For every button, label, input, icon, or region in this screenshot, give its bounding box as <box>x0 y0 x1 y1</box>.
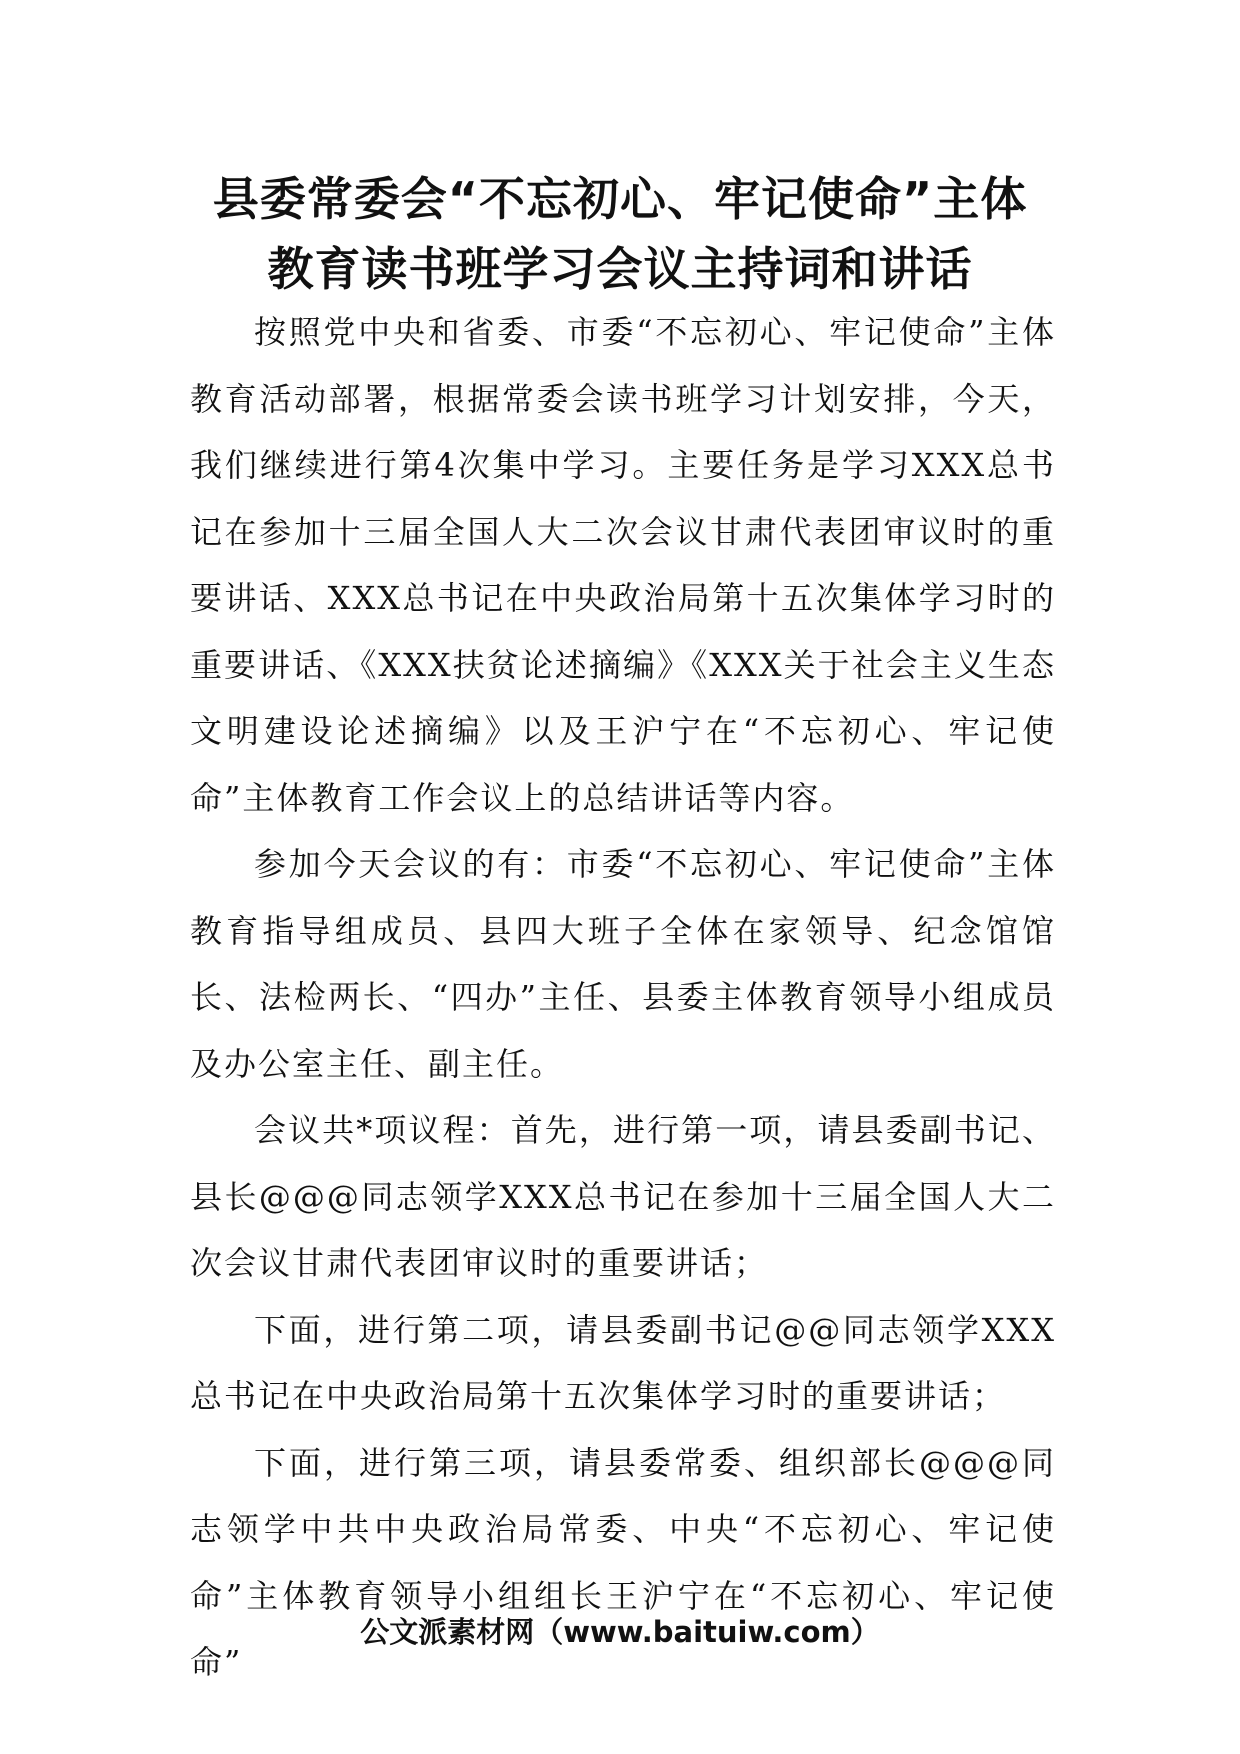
paragraph-agenda-item-2: 下面，进行第二项，请县委副书记@@同志领学XXX总书记在中央政治局第十五次集体学习时的重要讲话； <box>190 1310 1056 1415</box>
paragraph-agenda-item-3: 下面，进行第三项，请县委常委、组织部长@@@同志领学中共中央政治局常委、中央“不忘初心、牢记使命”主体教育领导小组组长王沪宁在“不忘初心、牢记使命” <box>190 1443 1056 1681</box>
source-watermark: 公文派素材网（www.baituiw.com） <box>360 1615 880 1649</box>
paragraph-agenda-item-1: 会议共*项议程：首先，进行第一项，请县委副书记、县长@@@同志领学XXX总书记在参加十三届全国人大二次会议甘肃代表团审议时的重要讲话； <box>190 1111 1056 1282</box>
paragraph-intro: 按照党中央和省委、市委“不忘初心、牢记使命”主体教育活动部署，根据常委会读书班学习计划安排，今天，我们继续进行第4次集中学习。主要任务是学习XXX总书记在参加十三届全国人大二次会议甘肃代表团审议时的重要讲话、XXX总书记在中央政治局第十五次集体学习时的重要讲话、《XXX扶贫论述摘编》《XXX关于社会主义生态文明建设论述摘编》以及王沪宁在“不忘初心、牢记使命”主体教育工作会议上的总结讲话等内容。 <box>190 313 1056 817</box>
title-line-1: 县委常委会“不忘初心、牢记使命”主体 <box>212 172 1028 226</box>
title-line-2: 教育读书班学习会议主持词和讲话 <box>267 242 973 296</box>
document-title <box>150 164 1090 304</box>
paragraph-attendees: 参加今天会议的有：市委“不忘初心、牢记使命”主体教育指导组成员、县四大班子全体在家领导、纪念馆馆长、法检两长、“四办”主任、县委主体教育领导小组成员及办公室主任、副主任。 <box>190 845 1056 1083</box>
